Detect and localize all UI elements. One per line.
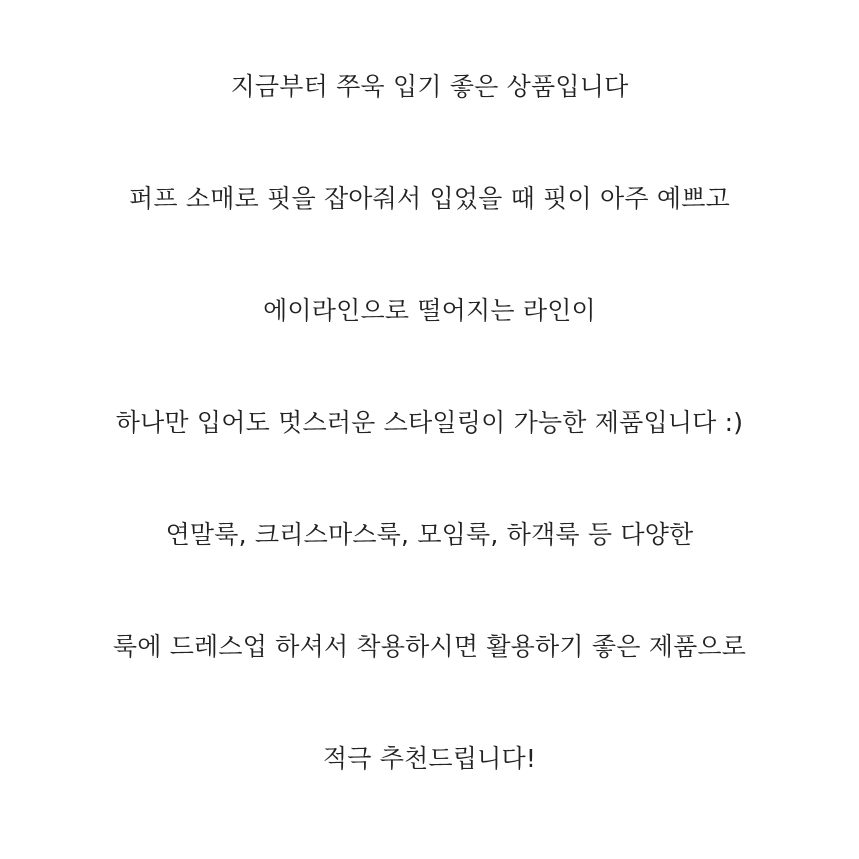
- description-line: 퍼프 소매로 핏을 잡아줘서 입었을 때 핏이 아주 예쁘고: [129, 184, 730, 213]
- description-line: 적극 추천드립니다!: [322, 744, 537, 773]
- description-line: 룩에 드레스업 하셔서 착용하시면 활용하기 좋은 제품으로: [112, 632, 747, 661]
- description-line: 연말룩, 크리스마스룩, 모임룩, 하객룩 등 다양한: [165, 520, 694, 549]
- description-line: 지금부터 쭈욱 입기 좋은 상품입니다: [230, 72, 629, 101]
- description-line: 하나만 입어도 멋스러운 스타일링이 가능한 제품입니다 :): [115, 408, 744, 437]
- cut-off-next-line: [0, 849, 859, 859]
- description-line: 에이라인으로 떨어지는 라인이: [263, 296, 596, 325]
